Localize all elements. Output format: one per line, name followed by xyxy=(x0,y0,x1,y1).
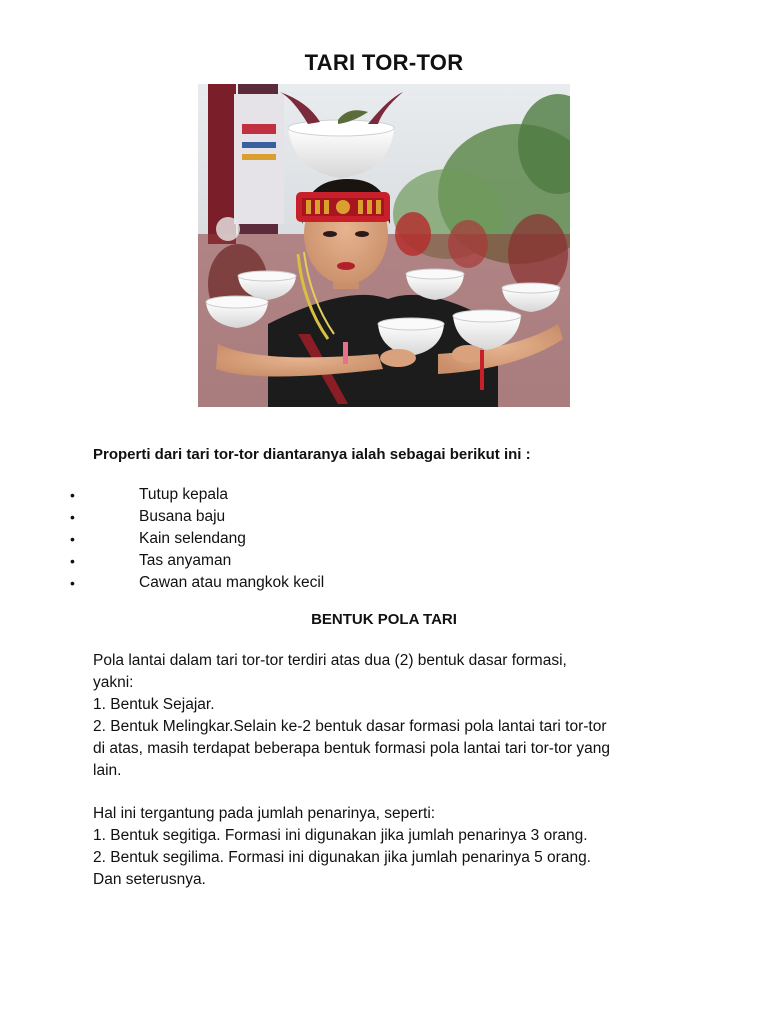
formation-paragraph xyxy=(93,650,693,782)
bullet-icon: • xyxy=(70,487,75,503)
paragraph-line: 2. Bentuk segilima. Formasi ini digunakan jika jumlah penarinya 5 orang. xyxy=(93,849,591,866)
paragraph-line: Pola lantai dalam tari tor-tor terdiri atas dua (2) bentuk dasar formasi, xyxy=(93,652,567,669)
paragraph-line: 1. Bentuk segitiga. Formasi ini digunakan jika jumlah penarinya 3 orang. xyxy=(93,827,588,844)
document-title: TARI TOR-TOR xyxy=(304,50,464,75)
list-item-text: Busana baju xyxy=(139,508,226,525)
paragraph-line: Hal ini tergantung pada jumlah penarinya, seperti: xyxy=(93,805,436,822)
list-item-text: Kain selendang xyxy=(139,530,246,547)
tor-tor-dancer-photo xyxy=(198,84,570,407)
list-item-text: Tas anyaman xyxy=(139,552,232,569)
paragraph-line: lain. xyxy=(93,762,122,779)
bullet-icon: • xyxy=(70,531,75,547)
bullet-icon: • xyxy=(70,553,75,569)
dancer-count-paragraph xyxy=(93,803,693,891)
list-item-text: Tutup kepala xyxy=(139,486,229,503)
list-item-text: Cawan atau mangkok kecil xyxy=(139,574,325,591)
paragraph-line: di atas, masih terdapat beberapa bentuk formasi pola lantai tari tor-tor yang xyxy=(93,740,610,757)
bullet-icon: • xyxy=(70,509,75,525)
paragraph-line: yakni: xyxy=(93,674,134,691)
paragraph-line: 1. Bentuk Sejajar. xyxy=(93,696,215,713)
paragraph-line: Dan seterusnya. xyxy=(93,871,206,888)
section-heading: BENTUK POLA TARI xyxy=(311,611,457,628)
dancer-illustration xyxy=(198,84,570,407)
properties-intro: Properti dari tari tor-tor diantaranya ialah sebagai berikut ini : xyxy=(93,446,531,463)
bullet-icon: • xyxy=(70,575,75,591)
paragraph-line: 2. Bentuk Melingkar.Selain ke-2 bentuk dasar formasi pola lantai tari tor-tor xyxy=(93,718,607,735)
